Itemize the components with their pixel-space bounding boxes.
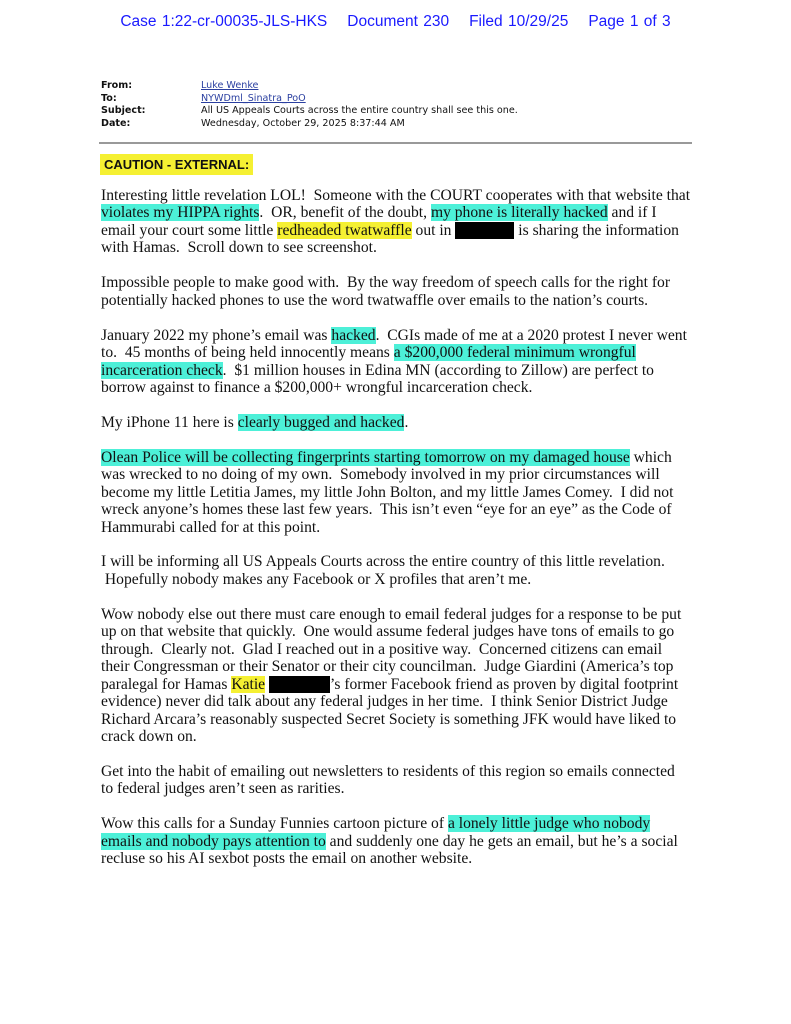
text-segment: Wow nobody else out there must care enough to email federal judges for a response to be put (101, 605, 682, 623)
highlighted-text-cyan: a lonely little judge who nobody (447, 815, 651, 833)
paragraph (101, 414, 701, 431)
text-segment: Get into the habit of emailing out newsletters to residents of this region so emails connected (101, 762, 675, 780)
text-segment: recluse so his AI sexbot posts the email on another website. (101, 850, 473, 868)
text-segment: to federal judges aren’t seen as rarities. (101, 780, 345, 798)
text-line (101, 519, 701, 536)
caution-banner: CAUTION - EXTERNAL: (100, 154, 253, 175)
text-segment: Hammurabi called for at this point. (101, 518, 321, 536)
from-link[interactable]: Luke Wenke (201, 80, 259, 91)
text-line (101, 693, 701, 710)
page-number: Page 1 of 3 (588, 13, 671, 30)
highlighted-text-cyan: hacked (331, 326, 376, 344)
document-number: Document 230 (347, 13, 450, 30)
text-segment: Richard Arcara’s reasonably suspected Secret Society is something JFK would have liked to (101, 710, 677, 728)
text-segment: which (629, 448, 672, 466)
date-value: Wednesday, October 29, 2025 8:37:44 AM (201, 117, 405, 129)
text-line (101, 833, 701, 850)
text-line (101, 850, 701, 867)
text-line (101, 362, 701, 379)
text-line (101, 292, 701, 309)
text-line (101, 484, 701, 501)
paragraph (101, 187, 701, 257)
to-label: To: (101, 92, 117, 104)
text-segment: up on that website that quickly. One would assume federal judges have tons of emails to go (101, 623, 675, 641)
text-segment: wreck anyone’s homes these last few years. This isn’t even “eye for an eye” as the Code of (101, 501, 672, 519)
text-segment: their Congressman or their Senator or their city councilman. Judge Giardini (America’s top (101, 658, 674, 676)
text-segment: ’s former Facebook friend as proven by digital footprint (330, 675, 679, 693)
text-segment: Interesting little revelation LOL! Someone with the COURT cooperates with that website that (101, 187, 691, 204)
paragraph (101, 449, 701, 536)
email-body (101, 187, 701, 885)
text-segment: and suddenly one day he gets an email, but he’s a social (325, 832, 678, 850)
highlighted-text-yellow: Katie (231, 675, 266, 693)
text-segment: become my little Letitia James, my little John Bolton, and my little James Comey. I did not (101, 483, 674, 501)
text-line (101, 187, 701, 204)
to-link[interactable]: NYWDml_Sinatra_PoO (201, 92, 306, 104)
text-line (101, 344, 701, 361)
highlighted-text-cyan: emails and nobody pays attention to (101, 832, 326, 850)
text-segment: January 2022 my phone’s email was (101, 326, 332, 344)
text-segment: Impossible people to make good with. By the way freedom of speech calls for the right for (101, 274, 671, 292)
text-segment: I will be informing all US Appeals Courts across the entire country of this little revelation. (101, 553, 665, 571)
text-segment: to. 45 months of being held innocently means (101, 344, 394, 362)
text-segment: crack down on. (101, 727, 197, 745)
paragraph (101, 763, 701, 798)
redaction-box (455, 222, 514, 239)
highlighted-text-cyan: my phone is literally hacked (430, 204, 608, 222)
text-segment: was wrecked to no doing of my own. Somebody involved in my prior circumstances will (101, 466, 660, 484)
text-segment: email your court some little (101, 221, 278, 239)
filed-date: Filed 10/29/25 (469, 13, 569, 30)
text-segment: . CGIs made of me at a 2020 protest I never went (375, 326, 687, 344)
text-segment: . $1 million houses in Edina MN (according to Zillow) are perfect to (222, 361, 654, 379)
text-segment: is sharing the information (514, 221, 679, 239)
redaction-box (269, 676, 330, 693)
text-segment: borrow against to finance a $200,000+ wrongful incarceration check. (101, 378, 533, 396)
text-line (101, 711, 701, 728)
paragraph (101, 553, 701, 588)
text-line (101, 815, 701, 832)
text-segment: with Hamas. Scroll down to see screenshot. (101, 239, 377, 257)
text-line (101, 239, 701, 256)
text-segment: . (404, 413, 409, 431)
text-line (101, 501, 701, 518)
text-line (101, 623, 701, 640)
text-line (101, 449, 701, 466)
paragraph (101, 606, 701, 746)
case-number: Case 1:22-cr-00035-JLS-HKS (120, 13, 328, 30)
text-segment: . OR, benefit of the doubt, (259, 204, 431, 222)
text-segment: through. Clearly not. Glad I reached out in a positive way. Concerned citizens can email (101, 640, 663, 658)
text-line (101, 728, 701, 745)
text-segment: Wow this calls for a Sunday Funnies cartoon picture of (101, 815, 448, 833)
text-line (101, 327, 701, 344)
email-header (101, 80, 518, 130)
text-segment: and if I (607, 204, 657, 222)
text-line (101, 466, 701, 483)
text-line (101, 676, 701, 693)
date-label: Date: (101, 117, 131, 129)
highlighted-text-cyan: violates my HIPPA rights (101, 204, 260, 222)
subject-label: Subject: (101, 105, 146, 116)
text-line (101, 571, 701, 588)
text-line (101, 641, 701, 658)
text-line (101, 414, 701, 431)
highlighted-text-yellow: redheaded twatwaffle (277, 221, 412, 239)
subject-value: All US Appeals Courts across the entire country shall see this one. (201, 105, 518, 116)
text-line (101, 379, 701, 396)
court-filing-header (0, 13, 791, 31)
text-segment: My iPhone 11 here is (101, 413, 238, 431)
text-segment: Hopefully nobody makes any Facebook or X profiles that aren’t me. (101, 570, 532, 588)
paragraph (101, 327, 701, 397)
text-segment: out in (411, 221, 456, 239)
text-line (101, 553, 701, 570)
text-line (101, 274, 701, 291)
highlighted-text-cyan: Olean Police will be collecting fingerprints starting tomorrow on my damaged house (101, 448, 630, 466)
paragraph (101, 815, 701, 867)
text-line (101, 763, 701, 780)
highlighted-text-cyan: clearly bugged and hacked (237, 413, 405, 431)
text-line (101, 658, 701, 675)
text-segment: evidence) never did talk about any federal judges in her time. I think Senior District Judge (101, 693, 668, 711)
text-line (101, 606, 701, 623)
header-divider (99, 142, 692, 144)
text-segment: potentially hacked phones to use the word twatwaffle over emails to the nation’s courts. (101, 291, 649, 309)
highlighted-text-cyan: incarceration check (101, 361, 223, 379)
text-line (101, 780, 701, 797)
highlighted-text-cyan: a $200,000 federal minimum wrongful (393, 344, 636, 362)
paragraph (101, 274, 701, 309)
text-line (101, 204, 701, 221)
text-segment: paralegal for Hamas (101, 675, 232, 693)
text-line (101, 222, 701, 239)
from-label: From: (101, 80, 133, 91)
